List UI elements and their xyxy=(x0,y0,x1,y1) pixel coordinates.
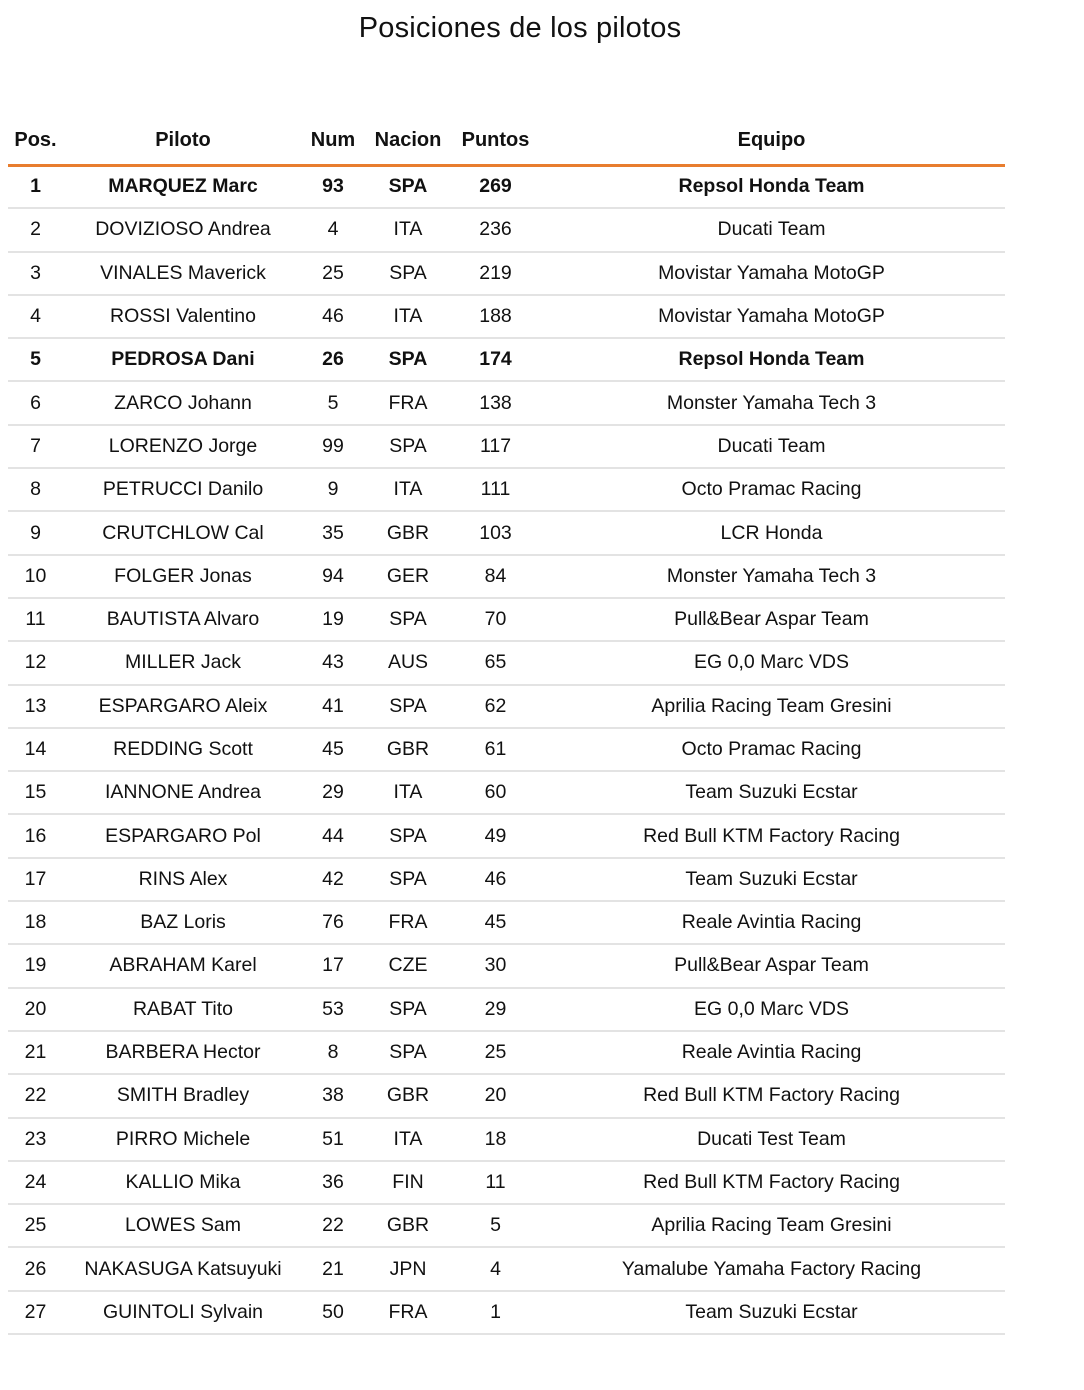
cell-num: 94 xyxy=(303,555,363,598)
table-row xyxy=(8,295,1005,338)
page-title: Posiciones de los pilotos xyxy=(358,12,682,44)
cell-rider: KALLIO Mika xyxy=(63,1161,303,1204)
cell-rider: ROSSI Valentino xyxy=(63,295,303,338)
cell-pos: 22 xyxy=(8,1074,63,1117)
cell-nation: GBR xyxy=(363,1074,453,1117)
cell-nation: SPA xyxy=(363,598,453,641)
table-row xyxy=(8,1161,1005,1204)
cell-team: LCR Honda xyxy=(538,511,1005,554)
cell-points: 11 xyxy=(453,1161,538,1204)
cell-pos: 11 xyxy=(8,598,63,641)
table-row xyxy=(8,901,1005,944)
cell-pos: 21 xyxy=(8,1031,63,1074)
cell-rider: ESPARGARO Pol xyxy=(63,814,303,857)
cell-team: Red Bull KTM Factory Racing xyxy=(538,1074,1005,1117)
table-row xyxy=(8,555,1005,598)
header-team: Equipo xyxy=(538,118,1005,165)
cell-pos: 17 xyxy=(8,858,63,901)
cell-pos: 24 xyxy=(8,1161,63,1204)
cell-rider: PIRRO Michele xyxy=(63,1118,303,1161)
cell-nation: AUS xyxy=(363,641,453,684)
cell-num: 93 xyxy=(303,165,363,208)
cell-points: 61 xyxy=(453,728,538,771)
cell-num: 41 xyxy=(303,685,363,728)
cell-num: 35 xyxy=(303,511,363,554)
cell-team: Repsol Honda Team xyxy=(538,165,1005,208)
header-rider: Piloto xyxy=(63,118,303,165)
cell-team: Pull&Bear Aspar Team xyxy=(538,944,1005,987)
cell-pos: 13 xyxy=(8,685,63,728)
table-row xyxy=(8,1118,1005,1161)
cell-num: 45 xyxy=(303,728,363,771)
cell-rider: MILLER Jack xyxy=(63,641,303,684)
cell-points: 188 xyxy=(453,295,538,338)
table-row xyxy=(8,641,1005,684)
cell-num: 53 xyxy=(303,988,363,1031)
cell-rider: VINALES Maverick xyxy=(63,252,303,295)
header-num: Num xyxy=(303,118,363,165)
cell-nation: GBR xyxy=(363,1204,453,1247)
cell-points: 29 xyxy=(453,988,538,1031)
cell-rider: PETRUCCI Danilo xyxy=(63,468,303,511)
cell-points: 1 xyxy=(453,1291,538,1334)
cell-points: 49 xyxy=(453,814,538,857)
cell-points: 45 xyxy=(453,901,538,944)
cell-nation: ITA xyxy=(363,771,453,814)
cell-pos: 12 xyxy=(8,641,63,684)
table-row xyxy=(8,944,1005,987)
standings-body xyxy=(8,165,1005,1334)
cell-points: 174 xyxy=(453,338,538,381)
cell-points: 269 xyxy=(453,165,538,208)
table-row xyxy=(8,1031,1005,1074)
cell-rider: CRUTCHLOW Cal xyxy=(63,511,303,554)
cell-num: 76 xyxy=(303,901,363,944)
cell-num: 51 xyxy=(303,1118,363,1161)
cell-nation: FRA xyxy=(363,1291,453,1334)
cell-team: Repsol Honda Team xyxy=(538,338,1005,381)
cell-pos: 27 xyxy=(8,1291,63,1334)
table-row xyxy=(8,598,1005,641)
cell-pos: 2 xyxy=(8,208,63,251)
cell-team: Red Bull KTM Factory Racing xyxy=(538,814,1005,857)
cell-nation: SPA xyxy=(363,858,453,901)
header-nation: Nacion xyxy=(363,118,453,165)
cell-nation: ITA xyxy=(363,295,453,338)
cell-team: Octo Pramac Racing xyxy=(538,468,1005,511)
cell-nation: GBR xyxy=(363,728,453,771)
cell-rider: NAKASUGA Katsuyuki xyxy=(63,1247,303,1290)
table-row xyxy=(8,814,1005,857)
cell-num: 8 xyxy=(303,1031,363,1074)
cell-rider: PEDROSA Dani xyxy=(63,338,303,381)
cell-rider: RABAT Tito xyxy=(63,988,303,1031)
cell-nation: SPA xyxy=(363,338,453,381)
cell-rider: GUINTOLI Sylvain xyxy=(63,1291,303,1334)
cell-team: Reale Avintia Racing xyxy=(538,1031,1005,1074)
cell-points: 84 xyxy=(453,555,538,598)
cell-rider: FOLGER Jonas xyxy=(63,555,303,598)
table-row xyxy=(8,1247,1005,1290)
cell-num: 4 xyxy=(303,208,363,251)
cell-nation: SPA xyxy=(363,425,453,468)
cell-team: Team Suzuki Ecstar xyxy=(538,771,1005,814)
cell-team: Team Suzuki Ecstar xyxy=(538,1291,1005,1334)
cell-nation: SPA xyxy=(363,165,453,208)
cell-pos: 19 xyxy=(8,944,63,987)
cell-pos: 23 xyxy=(8,1118,63,1161)
cell-pos: 7 xyxy=(8,425,63,468)
cell-nation: JPN xyxy=(363,1247,453,1290)
cell-pos: 1 xyxy=(8,165,63,208)
cell-team: Ducati Team xyxy=(538,425,1005,468)
cell-team: EG 0,0 Marc VDS xyxy=(538,641,1005,684)
cell-pos: 25 xyxy=(8,1204,63,1247)
cell-points: 70 xyxy=(453,598,538,641)
cell-rider: BAUTISTA Alvaro xyxy=(63,598,303,641)
cell-points: 4 xyxy=(453,1247,538,1290)
cell-team: Movistar Yamaha MotoGP xyxy=(538,295,1005,338)
cell-team: Yamalube Yamaha Factory Racing xyxy=(538,1247,1005,1290)
cell-rider: BARBERA Hector xyxy=(63,1031,303,1074)
cell-num: 25 xyxy=(303,252,363,295)
cell-team: Aprilia Racing Team Gresini xyxy=(538,1204,1005,1247)
cell-nation: CZE xyxy=(363,944,453,987)
table-row xyxy=(8,1204,1005,1247)
cell-points: 117 xyxy=(453,425,538,468)
cell-nation: FRA xyxy=(363,381,453,424)
cell-team: EG 0,0 Marc VDS xyxy=(538,988,1005,1031)
cell-points: 20 xyxy=(453,1074,538,1117)
cell-num: 22 xyxy=(303,1204,363,1247)
table-row xyxy=(8,771,1005,814)
cell-nation: SPA xyxy=(363,814,453,857)
cell-team: Movistar Yamaha MotoGP xyxy=(538,252,1005,295)
cell-pos: 3 xyxy=(8,252,63,295)
cell-rider: DOVIZIOSO Andrea xyxy=(63,208,303,251)
cell-points: 138 xyxy=(453,381,538,424)
cell-pos: 20 xyxy=(8,988,63,1031)
cell-rider: ESPARGARO Aleix xyxy=(63,685,303,728)
cell-nation: SPA xyxy=(363,988,453,1031)
cell-team: Pull&Bear Aspar Team xyxy=(538,598,1005,641)
cell-num: 36 xyxy=(303,1161,363,1204)
cell-num: 29 xyxy=(303,771,363,814)
cell-rider: MARQUEZ Marc xyxy=(63,165,303,208)
cell-pos: 26 xyxy=(8,1247,63,1290)
standings-table xyxy=(8,118,1005,1335)
cell-team: Red Bull KTM Factory Racing xyxy=(538,1161,1005,1204)
cell-rider: LORENZO Jorge xyxy=(63,425,303,468)
table-row xyxy=(8,858,1005,901)
cell-pos: 18 xyxy=(8,901,63,944)
cell-rider: IANNONE Andrea xyxy=(63,771,303,814)
cell-points: 103 xyxy=(453,511,538,554)
cell-num: 50 xyxy=(303,1291,363,1334)
cell-team: Ducati Test Team xyxy=(538,1118,1005,1161)
cell-points: 62 xyxy=(453,685,538,728)
cell-points: 236 xyxy=(453,208,538,251)
cell-num: 43 xyxy=(303,641,363,684)
cell-team: Monster Yamaha Tech 3 xyxy=(538,381,1005,424)
cell-num: 38 xyxy=(303,1074,363,1117)
cell-team: Team Suzuki Ecstar xyxy=(538,858,1005,901)
cell-num: 99 xyxy=(303,425,363,468)
cell-nation: ITA xyxy=(363,1118,453,1161)
cell-points: 219 xyxy=(453,252,538,295)
table-row xyxy=(8,381,1005,424)
cell-pos: 15 xyxy=(8,771,63,814)
cell-points: 60 xyxy=(453,771,538,814)
cell-rider: BAZ Loris xyxy=(63,901,303,944)
cell-num: 26 xyxy=(303,338,363,381)
table-row xyxy=(8,468,1005,511)
cell-num: 21 xyxy=(303,1247,363,1290)
cell-num: 9 xyxy=(303,468,363,511)
cell-team: Ducati Team xyxy=(538,208,1005,251)
cell-pos: 16 xyxy=(8,814,63,857)
cell-nation: GER xyxy=(363,555,453,598)
cell-team: Monster Yamaha Tech 3 xyxy=(538,555,1005,598)
cell-pos: 6 xyxy=(8,381,63,424)
cell-team: Reale Avintia Racing xyxy=(538,901,1005,944)
cell-pos: 4 xyxy=(8,295,63,338)
header-points: Puntos xyxy=(453,118,538,165)
cell-num: 46 xyxy=(303,295,363,338)
cell-num: 44 xyxy=(303,814,363,857)
header-pos: Pos. xyxy=(8,118,63,165)
cell-pos: 14 xyxy=(8,728,63,771)
cell-nation: SPA xyxy=(363,252,453,295)
table-row xyxy=(8,1074,1005,1117)
cell-rider: LOWES Sam xyxy=(63,1204,303,1247)
table-row xyxy=(8,338,1005,381)
cell-nation: SPA xyxy=(363,1031,453,1074)
cell-points: 18 xyxy=(453,1118,538,1161)
cell-rider: REDDING Scott xyxy=(63,728,303,771)
cell-rider: ZARCO Johann xyxy=(63,381,303,424)
cell-points: 30 xyxy=(453,944,538,987)
table-row xyxy=(8,685,1005,728)
cell-rider: RINS Alex xyxy=(63,858,303,901)
cell-rider: SMITH Bradley xyxy=(63,1074,303,1117)
cell-points: 5 xyxy=(453,1204,538,1247)
cell-points: 65 xyxy=(453,641,538,684)
cell-pos: 8 xyxy=(8,468,63,511)
cell-points: 25 xyxy=(453,1031,538,1074)
cell-nation: SPA xyxy=(363,685,453,728)
cell-nation: FRA xyxy=(363,901,453,944)
cell-num: 5 xyxy=(303,381,363,424)
table-row xyxy=(8,208,1005,251)
cell-num: 42 xyxy=(303,858,363,901)
cell-num: 19 xyxy=(303,598,363,641)
table-row xyxy=(8,511,1005,554)
cell-nation: FIN xyxy=(363,1161,453,1204)
table-row xyxy=(8,728,1005,771)
cell-nation: ITA xyxy=(363,468,453,511)
cell-points: 111 xyxy=(453,468,538,511)
table-row xyxy=(8,165,1005,208)
header-row xyxy=(8,118,1005,165)
table-row xyxy=(8,988,1005,1031)
table-header xyxy=(8,118,1005,165)
cell-nation: GBR xyxy=(363,511,453,554)
cell-pos: 10 xyxy=(8,555,63,598)
cell-num: 17 xyxy=(303,944,363,987)
cell-pos: 5 xyxy=(8,338,63,381)
cell-rider: ABRAHAM Karel xyxy=(63,944,303,987)
cell-team: Aprilia Racing Team Gresini xyxy=(538,685,1005,728)
cell-team: Octo Pramac Racing xyxy=(538,728,1005,771)
cell-nation: ITA xyxy=(363,208,453,251)
cell-pos: 9 xyxy=(8,511,63,554)
table-row xyxy=(8,425,1005,468)
table-row xyxy=(8,1291,1005,1334)
cell-points: 46 xyxy=(453,858,538,901)
table-row xyxy=(8,252,1005,295)
